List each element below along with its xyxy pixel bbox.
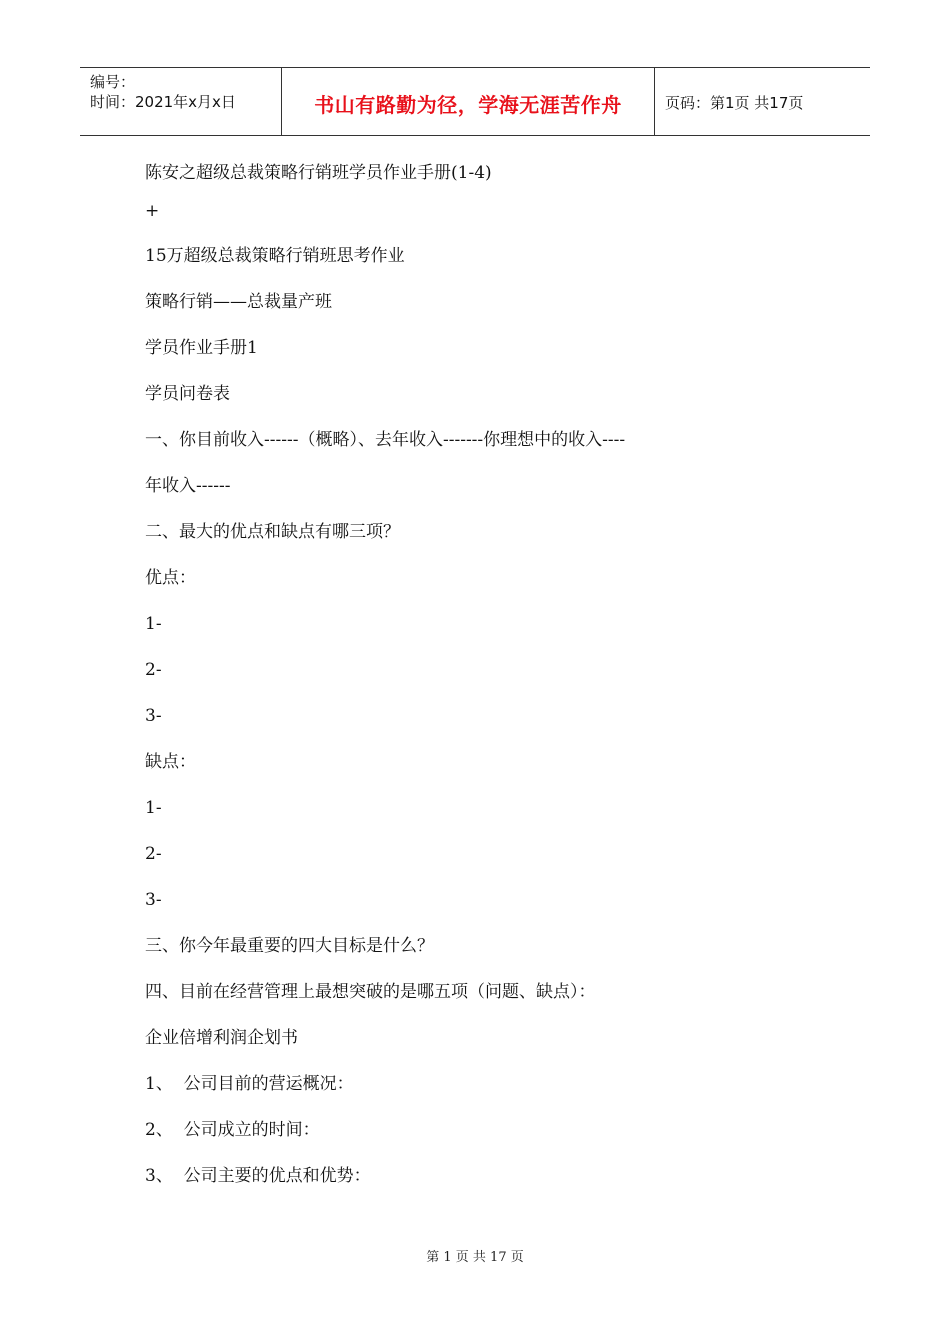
header-page-cell [655,68,870,135]
header-motto-cell [282,68,655,135]
doc-line: 陈安之超级总裁策略行销班学员作业手册(1-4) [145,163,492,183]
doc-line: 2- [145,660,162,680]
doc-line: 3- [145,706,162,726]
doc-line: + [145,201,160,221]
header-motto: 书山有路勤为径，学海无涯苦作舟 [314,93,622,117]
page-footer [0,1246,950,1265]
doc-line: 缺点： [145,752,196,772]
document-number-label: 编号： [90,73,136,91]
doc-line: 四、目前在经营管理上最想突破的是哪五项（问题、缺点）： [145,982,596,1002]
header-page-info: 页码：第1页 共17页 [665,94,804,112]
doc-line: 三、你今年最重要的四大目标是什么？ [145,936,434,956]
doc-line: 2- [145,844,162,864]
doc-line: 1、 公司目前的营运概况： [145,1074,354,1094]
doc-line: 年收入------ [145,476,231,496]
doc-line: 3- [145,890,162,910]
footer-page-number: 第 1 页 共 17 页 [426,1250,524,1265]
document-header [80,67,870,136]
doc-line: 企业倍增利润企划书 [145,1028,298,1048]
doc-line: 2、 公司成立的时间： [145,1120,320,1140]
doc-line: 1- [145,614,162,634]
doc-line: 1- [145,798,162,818]
doc-line: 二、最大的优点和缺点有哪三项？ [145,522,400,542]
header-meta-cell [80,68,282,135]
doc-line: 学员问卷表 [145,384,230,404]
doc-line: 学员作业手册1 [145,338,258,358]
doc-line: 15万超级总裁策略行销班思考作业 [145,246,405,266]
doc-line: 3、 公司主要的优点和优势： [145,1166,371,1186]
doc-line: 策略行销——总裁量产班 [145,292,332,312]
document-date: 时间：2021年x月x日 [90,93,236,111]
doc-line: 优点： [145,568,196,588]
doc-line: 一、你目前收入------（概略）、去年收入-------你理想中的收入---- [145,430,626,450]
